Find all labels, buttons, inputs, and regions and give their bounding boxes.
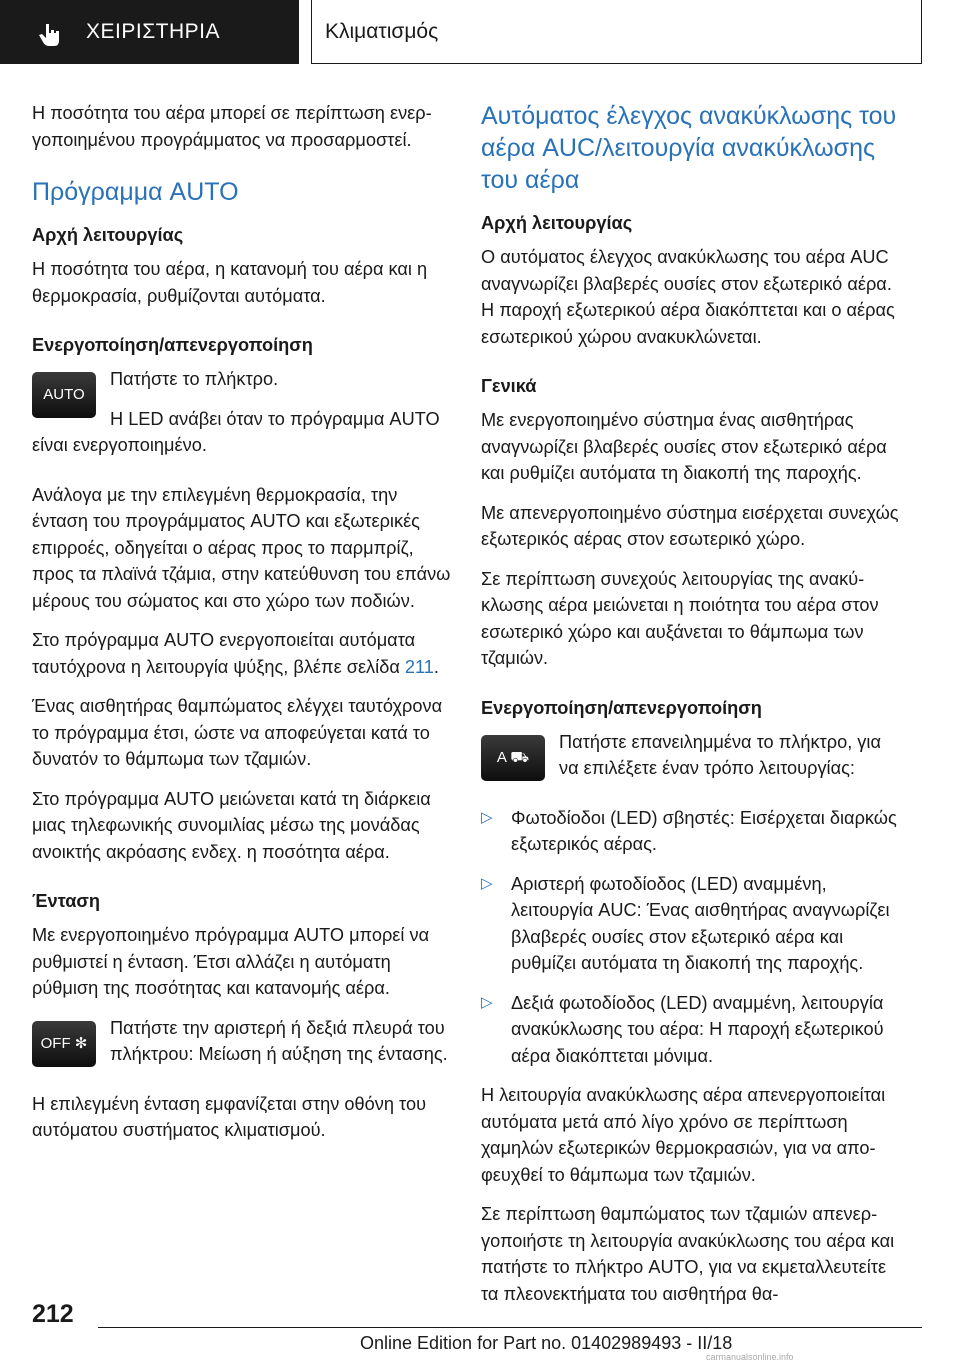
list-item: ▷ Δεξιά φωτοδίοδος (LED) αναμμένη, λειτουργία ανακύκλωσης του αέρα: Η παροχή εξωτερικού αέρα διακόπτεται μόνιμα. xyxy=(481,990,901,1070)
paragraph: Ανάλογα με την επιλεγμένη θερμοκρασία, την ένταση του προγράμματος AUTO και εξωτερικές επιρροές, οδηγείται ο αέρας προς το παρμπρίζ, προς τα πλαϊνά τζάμια, στην κατεύθυνση του επάνω μέρους του σώματος και στο χώρο των ποδιών. xyxy=(32,484,451,611)
header-section-tab xyxy=(0,0,299,64)
heading-principle: Αρχή λειτουργίας xyxy=(32,225,184,245)
paragraph: Η λειτουργία ανακύκλωσης αέρα απενεργοποιείται αυτόματα μετά από λίγο χρόνο σε περίπτωση χαμηλών εξωτερικών θερμοκρασιών, για να αποφευχθεί το θάμπωμα των τζαμιών. xyxy=(481,1085,886,1185)
paragraph: Πατήστε το πλήκτρο. xyxy=(110,369,279,389)
heading-intensity: Ένταση xyxy=(32,891,100,911)
fan-intensity-button-image: OFF ✻ xyxy=(32,1021,96,1067)
heading-general: Γενικά xyxy=(481,376,537,396)
heading-auc: Αυτόματος έλεγχος ανακύκλωσης του αέρα AUC/λειτουργία ανακύκλωσης του αέρα xyxy=(481,102,897,194)
heading-on-off: Ενεργοποίηση/απενεργοποίηση xyxy=(481,697,762,718)
paragraph: Σε περίπτωση συνεχούς λειτουργίας της ανακύκλωσης αέρα μειώνεται η ποιότητα του αέρα στον εσωτερικό χώρο και αυξάνεται το θάμπωμα των τζαμιών. xyxy=(481,568,879,668)
paragraph: Πατήστε την αριστερή ή δεξιά πλευρά του πλήκτρου: Μείωση ή αύξηση της έντασης. xyxy=(110,1017,448,1064)
hand-pointer-icon xyxy=(38,22,64,48)
recirculation-button-image: A ⛟ xyxy=(481,735,545,781)
paragraph: Πατήστε επανειλημμένα το πλήκτρο, για να επιλέξετε έναν τρόπο λειτουργίας: xyxy=(559,731,881,778)
paragraph: Με απενεργοποιημένο σύστημα εισέρχεται συνεχώς εξωτερικός αέρας στον εσωτερικό χώρο. xyxy=(481,502,899,549)
heading-on-off: Ενεργοποίηση/απενεργοποίηση xyxy=(32,335,313,355)
paragraph: Ο αυτόματος έλεγχος ανακύκλωσης του αέρα AUC αναγνωρίζει βλαβερές ουσίες στον εξωτερικό αέρα. Η παροχή εξωτερικού αέρα διακόπτεται και ο αέρας εσωτερικού χώρου ανακυκλώνεται. xyxy=(481,247,895,347)
paragraph: Με ενεργοποιημένο πρόγραμμα AUTO μπορεί να ρυθμιστεί η ένταση. Έτσι αλλάζει η αυτόματη ρύθμιση της ποσότητας και κατανομής αέρα. xyxy=(32,925,430,998)
edition-footer: Online Edition for Part no. 01402989493 - II/18 xyxy=(360,1333,733,1353)
footer-divider xyxy=(98,1327,922,1328)
heading-principle: Αρχή λειτουργίας xyxy=(481,213,633,233)
paragraph: Η ποσότητα του αέρα μπορεί σε περίπτωση ενεργοποιημένου προγράμματος να προσαρμοστεί. xyxy=(32,103,432,150)
paragraph: Ένας αισθητήρας θαμπώματος ελέγχει ταυτόχρονα το πρόγραμμα έτσι, ώστε να αποφεύγεται κατά το δυνατόν το θάμπωμα των τζαμιών. xyxy=(32,696,443,769)
paragraph: Στο πρόγραμμα AUTO ενεργοποιείται αυτόματα ταυτόχρονα η λειτουργία ψύξης, βλέπε σελίδα 211. xyxy=(32,630,439,677)
page-number: 212 xyxy=(32,1300,74,1328)
paragraph: Η επιλεγμένη ένταση εμφανίζεται στην οθόνη του αυτόματου συστήματος κλιματισμού. xyxy=(32,1093,427,1140)
chapter-title: Κλιματισμός xyxy=(325,20,439,43)
heading-auto-program: Πρόγραμμα AUTO xyxy=(32,178,239,206)
list-item: ▷ Αριστερή φωτοδίοδος (LED) αναμμένη, λειτουργία AUC: Ένας αισθητήρας αναγνωρίζει βλαβερές ουσίες στον εξωτερικό αέρα και ρυθμίζει αυτόματα τη διακοπή της παροχής. xyxy=(481,871,901,977)
right-column xyxy=(481,100,901,1320)
watermark: carmanualsonline.info xyxy=(706,1352,794,1362)
left-column xyxy=(32,100,452,1157)
auto-button-image: AUTO xyxy=(32,372,96,418)
page-link[interactable]: 211 xyxy=(404,656,434,677)
paragraph: Στο πρόγραμμα AUTO μειώνεται κατά τη διάρκεια μιας τηλεφωνικής συνομιλίας μέσω της μονάδας ανοικτής ακρόασης ενδεχ. η ποσότητα αέρα. xyxy=(32,788,431,862)
paragraph: Η LED ανάβει όταν το πρόγραμμα AUTO είναι ενεργοποιημένο. xyxy=(32,408,440,455)
paragraph: Σε περίπτωση θαμπώματος των τζαμιών απενεργοποιήστε τη λειτουργία ανακύκλωσης του αέρα και πατήστε το πλήκτρο AUTO, για να εκμεταλλευτείτε τα πλεονεκτήματα του αισθητήρα θα- xyxy=(481,1204,895,1304)
section-title: ΧΕΙΡΙΣΤΗΡΙΑ xyxy=(86,20,221,43)
header-chapter xyxy=(311,0,922,64)
paragraph: Με ενεργοποιημένο σύστημα ένας αισθητήρας αναγνωρίζει βλαβερές ουσίες στον εξωτερικό αέρα και ρυθμίζει αυτόματα τη διακοπή της παροχής. xyxy=(481,410,887,483)
paragraph: Η ποσότητα του αέρα, η κατανομή του αέρα και η θερμοκρασία, ρυθμίζονται αυτόματα. xyxy=(32,259,428,306)
list-item: ▷ Φωτοδίοδοι (LED) σβηστές: Εισέρχεται διαρκώς εξωτερικός αέρας. xyxy=(481,805,901,858)
